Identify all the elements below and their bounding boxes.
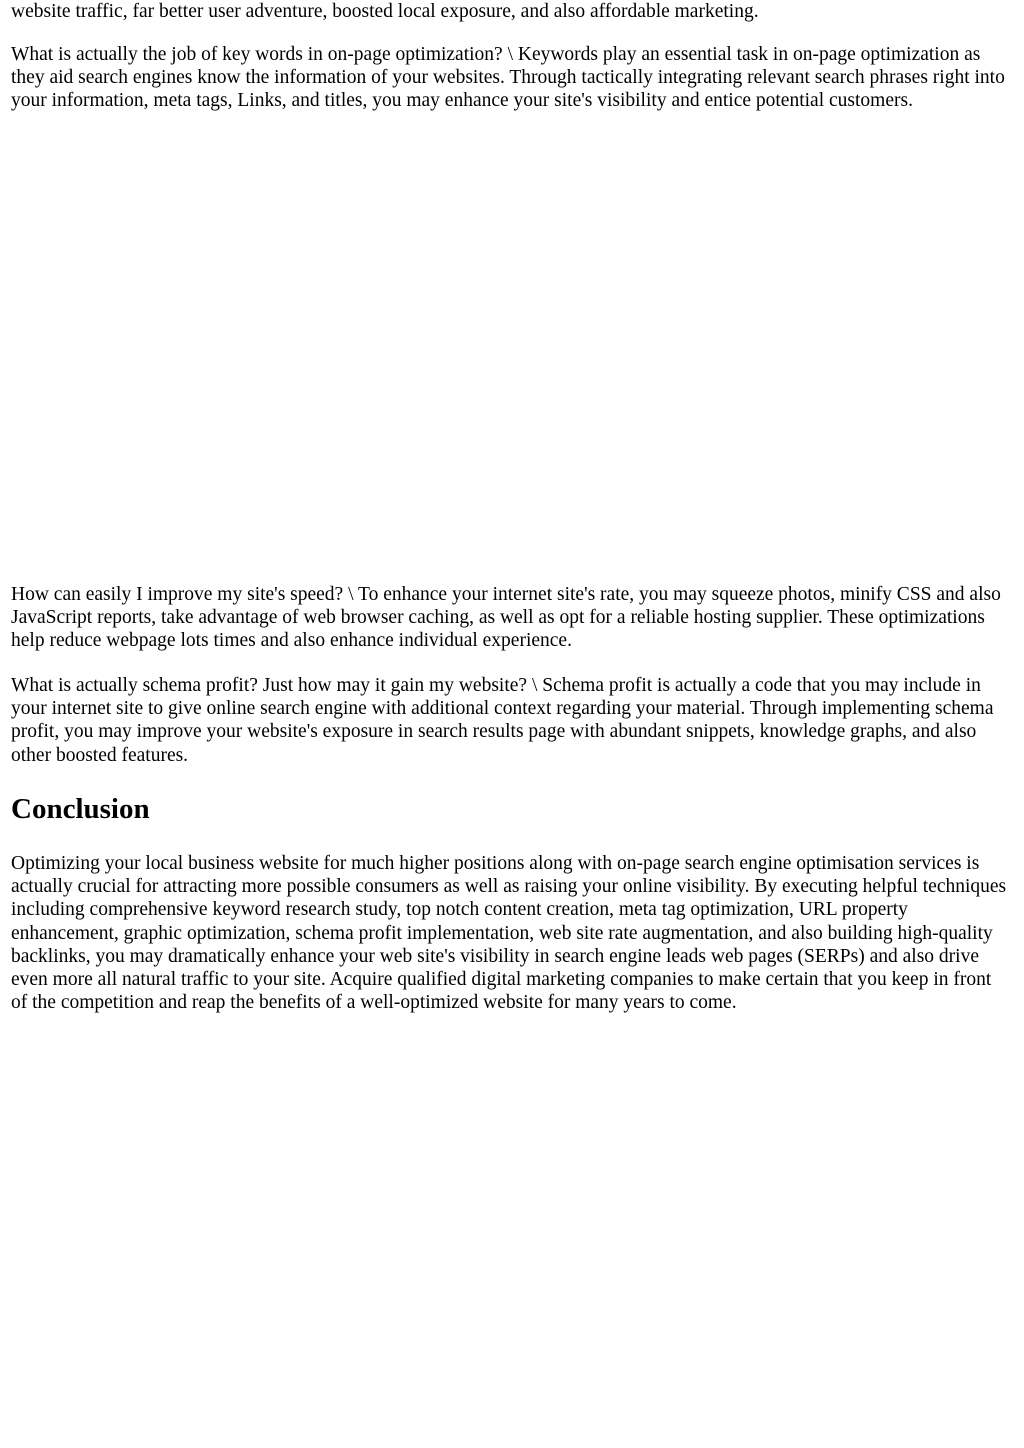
faq-schema-paragraph: What is actually schema profit? Just how may it gain my website? \ Schema profit is actually a code that you may include in your internet site to give online search engine with additional context regarding your material. Through implementing schema profit, you may improve your website's exposure in search results page with abundant snippets, knowledge graphs, and also other boosted features. <box>11 675 994 766</box>
faq-site-speed-paragraph: How can easily I improve my site's speed? \ To enhance your internet site's rate, you may squeeze photos, minify CSS and also JavaScript reports, take advantage of web browser caching, as well as opt for a reliable hosting supplier. These optimizations help reduce webpage lots times and also enhance individual experience. <box>11 584 1001 652</box>
faq-keywords-paragraph: What is actually the job of key words in on-page optimization? \ Keywords play an essential task in on-page optimization as they aid search engines know the information of your websites. Through tactically integrating relevant search phrases right into your information, meta tags, Links, and titles, you may enhance your site's visibility and entice potential customers. <box>11 44 1005 112</box>
intro-paragraph-tail: website traffic, far better user adventure, boosted local exposure, and also affordable marketing. <box>11 1 759 22</box>
conclusion-paragraph: Optimizing your local business website for much higher positions along with on-page search engine optimisation services is actually crucial for attracting more possible consumers as well as raising your online visibility. By executing helpful techniques including comprehensive keyword research study, top notch content creation, meta tag optimization, URL property enhancement, graphic optimization, schema profit implementation, web site rate augmentation, and also building high-quality backlinks, you may dramatically enhance your web site's visibility in search engine leads web pages (SERPs) and also drive even more all natural traffic to your site. Acquire qualified digital marketing companies to make certain that you keep in front of the competition and reap the benefits of a well-optimized website for many years to come. <box>11 853 1007 1014</box>
conclusion-heading: Conclusion <box>11 793 150 825</box>
